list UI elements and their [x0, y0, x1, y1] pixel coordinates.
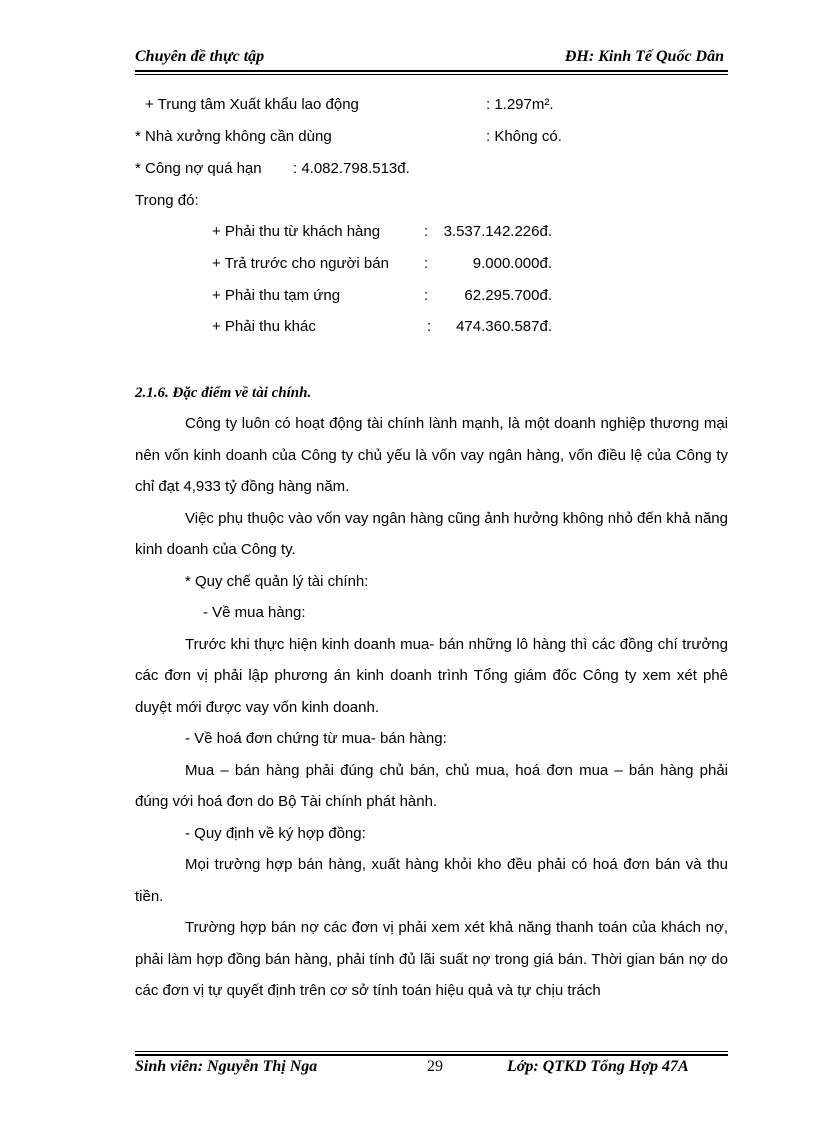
- sub-item-colon: :: [424, 223, 429, 240]
- sub-item-value: 3.537.142.226đ.: [443, 223, 552, 240]
- paragraph: * Quy chế quản lý tài chính:: [185, 572, 369, 590]
- sub-item-label: + Phải thu khác: [212, 318, 316, 335]
- item-value: : 4.082.798.513đ.: [293, 160, 410, 177]
- paragraph: - Về hoá đơn chứng từ mua- bán hàng:: [185, 730, 447, 747]
- page-number: 29: [427, 1058, 443, 1075]
- item-label: * Công nợ quá hạn: [135, 160, 262, 177]
- item-value: : 1.297m².: [486, 96, 554, 113]
- footer-rule: [135, 1054, 728, 1056]
- paragraph: Công ty luôn có hoạt động tài chính lành mạnh, là một doanh nghiệp thương mại nên vốn kinh doanh của Công ty chủ yếu là vốn vay ngân hàng, vốn điều lệ của Công ty chỉ đạt 4,933 tỷ đồng hàng năm.: [135, 415, 728, 495]
- paragraph: Việc phụ thuộc vào vốn vay ngân hàng cũng ảnh hưởng không nhỏ đến khả năng kinh doanh của Công ty.: [135, 509, 728, 558]
- item-label: * Nhà xưởng không cần dùng: [135, 128, 332, 145]
- sub-item-label: + Phải thu từ khách hàng: [212, 223, 381, 240]
- sub-item-label: + Phải thu tạm ứng: [212, 287, 341, 304]
- paragraph: - Quy định về ký hợp đồng:: [185, 824, 366, 842]
- footer-rule-thin: [135, 1051, 728, 1052]
- sub-item-value: 9.000.000đ.: [472, 255, 552, 272]
- sub-item-colon: :: [427, 318, 432, 335]
- paragraph: Mọi trường hợp bán hàng, xuất hàng khỏi kho đều phải có hoá đơn bán và thu tiền.: [135, 856, 728, 905]
- item-label: + Trung tâm Xuất khẩu lao động: [145, 96, 359, 113]
- sub-item-colon: :: [424, 287, 429, 304]
- paragraph: Trước khi thực hiện kinh doanh mua- bán những lô hàng thì các đồng chí trưởng các đơn vị phải lập phương án kinh doanh trình Tổng giám đốc Công ty xem xét phê duyệt mới được vay vốn kinh doanh.: [135, 635, 728, 716]
- header-rule-thin: [135, 74, 728, 75]
- header-title: Chuyên đề thực tập: [135, 48, 265, 65]
- paragraph: - Về mua hàng:: [203, 604, 306, 621]
- page-footer: [135, 1058, 728, 1080]
- paragraph: Trường hợp bán nợ các đơn vị phải xem xét khả năng thanh toán của khách nợ, phải làm hợp đồng bán hàng, phải tính đủ lãi suất nợ trong giá bán. Thời gian bán nợ do các đơn vị tự quyết định trên cơ sở tính toán hiệu quả và tự chịu trách: [135, 919, 728, 999]
- sub-item-value: 474.360.587đ.: [456, 318, 552, 335]
- item-value: : Không có.: [486, 128, 562, 145]
- sub-item-colon: :: [424, 255, 429, 272]
- section-heading: 2.1.6. Đặc điểm về tài chính.: [135, 385, 312, 401]
- sub-item-value: 62.295.700đ.: [464, 287, 552, 304]
- header-rule: [135, 70, 728, 72]
- paragraph: Mua – bán hàng phải đúng chủ bán, chủ mua, hoá đơn mua – bán hàng phải đúng với hoá đơn do Bộ Tài chính phát hành.: [135, 761, 728, 810]
- body-text: [135, 408, 728, 1007]
- footer-student: Sinh viên: Nguyễn Thị Nga: [135, 1058, 318, 1075]
- page-header: [135, 48, 728, 72]
- trong-do-label: Trong đó:: [135, 192, 199, 209]
- header-university: ĐH: Kinh Tế Quốc Dân: [564, 48, 724, 65]
- footer-class: Lớp: QTKD Tổng Hợp 47A: [507, 1058, 689, 1075]
- sub-item-label: + Trả trước cho người bán: [212, 255, 389, 272]
